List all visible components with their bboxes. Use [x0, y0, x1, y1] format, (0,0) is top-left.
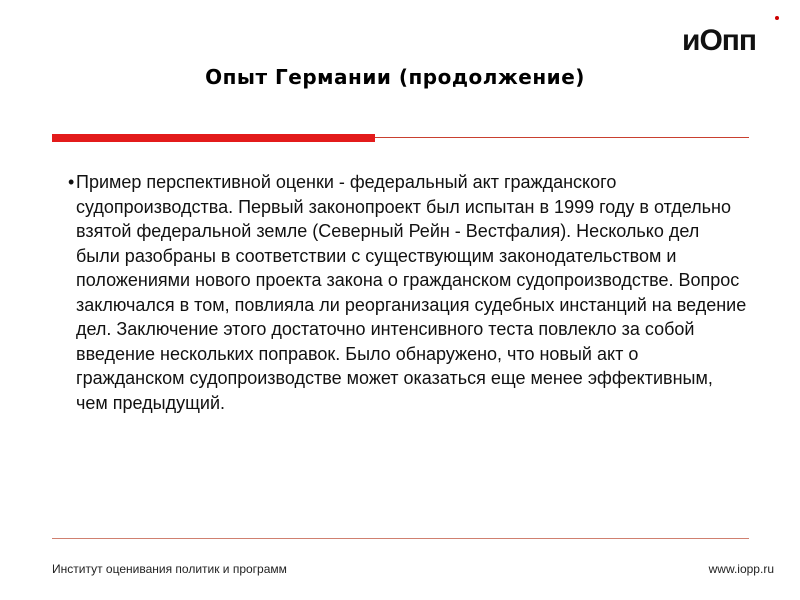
bullet-icon: •: [68, 172, 75, 192]
page-title: [0, 65, 800, 89]
body-paragraph: Пример перспективной оценки - федеральный акт гражданского судопроизводства. Первый законопроект был испытан в 1999 году в отдельно взятой федеральной земле (Северный Рейн - Вестфалия). Несколько дел были разобраны в соответствии с существующим законодательством и положениями нового проекта закона о гражданском судопроизводстве. Вопрос заключался в том, повлияла ли реорганизация судебных инстанций на ведение дел. Заключение этого достаточно интенсивного теста повлекло за собой введение нескольких поправок. Было обнаружено, что новый акт о гражданском судопроизводстве может оказаться еще менее эффективным, чем предыдущий.: [76, 172, 747, 413]
logo-dot-icon: [775, 16, 779, 20]
footer-url[interactable]: www.iopp.ru: [708, 562, 774, 576]
logo: [682, 16, 782, 66]
footer-organization: Институт оценивания политик и программ: [52, 562, 287, 576]
logo-text: иОпп: [682, 24, 757, 57]
page-title-text: Опыт Германии (продолжение): [205, 65, 585, 89]
header-accent-bar: [52, 134, 375, 142]
footer-divider: [52, 538, 749, 539]
slide-body: [68, 170, 748, 415]
